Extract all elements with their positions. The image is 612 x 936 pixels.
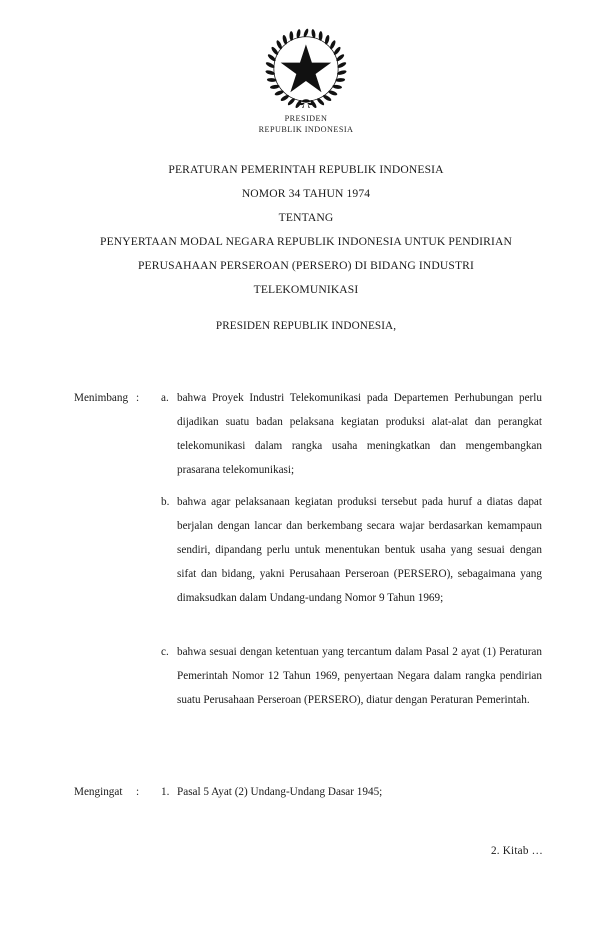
menimbang-label: Menimbang — [74, 392, 129, 404]
title-line-tentang: TENTANG — [278, 211, 334, 224]
mengingat-label: Mengingat — [74, 786, 123, 798]
emblem-caption-line-1: PRESIDEN — [284, 114, 328, 123]
clause-marker-1: 1. — [161, 786, 170, 798]
clause-menimbang-c — [74, 640, 542, 712]
title-line-subject-1: PENYERTAAN MODAL NEGARA REPUBLIK INDONESIA UNTUK PENDIRIAN — [100, 235, 512, 248]
page-catchword: 2. Kitab … — [490, 845, 543, 857]
clause-mengingat-1 — [74, 780, 542, 804]
clause-menimbang-b — [74, 490, 542, 610]
title-line-subject-3: TELEKOMUNIKASI — [253, 283, 359, 296]
clause-text-a: bahwa Proyek Industri Telekomunikasi pada Departemen Perhubungan perlu dijadikan suatu badan pelaksana kegiatan produksi alat-alat dan perangkat telekomunikasi dalam rangka usaha meningkatkan dan mengembangkan prasarana telekomunikasi; — [177, 392, 542, 476]
clause-menimbang-a — [74, 386, 542, 482]
clause-marker-c: c. — [161, 646, 169, 658]
emblem-caption — [0, 114, 612, 135]
title-line-regulation: PERATURAN PEMERINTAH REPUBLIK INDONESIA — [168, 163, 444, 176]
mengingat-colon: : — [136, 786, 140, 798]
title-line-subject-2: PERUSAHAAN PERSEROAN (PERSERO) DI BIDANG INDUSTRI — [137, 259, 474, 272]
clause-marker-a: a. — [161, 392, 169, 404]
menimbang-colon: : — [136, 392, 140, 404]
president-heading: PRESIDEN REPUBLIK INDONESIA, — [215, 320, 397, 332]
indonesian-presidential-seal-icon — [263, 26, 349, 110]
clause-text-c: bahwa sesuai dengan ketentuan yang tercantum dalam Pasal 2 ayat (1) Peraturan Pemerintah Nomor 12 Tahun 1969, penyertaan Negara dalam rangka pendirian suatu Perusahaan Perseroan (PERSERO), diatur dengan Peraturan Pemerintah. — [177, 646, 542, 706]
clause-text-1: Pasal 5 Ayat (2) Undang-Undang Dasar 1945; — [177, 786, 383, 798]
emblem-block — [0, 26, 612, 135]
emblem-caption-line-2: REPUBLIK INDONESIA — [258, 124, 354, 134]
clause-marker-b: b. — [161, 496, 170, 508]
title-line-number: NOMOR 34 TAHUN 1974 — [241, 187, 371, 200]
clause-text-b: bahwa agar pelaksanaan kegiatan produksi tersebut pada huruf a diatas dapat berjalan dengan lancar dan berkembang secara wajar berdasarkan kemampaun sendiri, dipandang perlu untuk menentukan bentuk usaha yang sesuai dengan sifat dan bidang, yakni Perusahaan Perseroan (PERSERO), sebagaimana yang dimaksudkan dalam Undang-undang Nomor 9 Tahun 1969; — [177, 496, 542, 604]
document-title-block — [36, 158, 576, 302]
